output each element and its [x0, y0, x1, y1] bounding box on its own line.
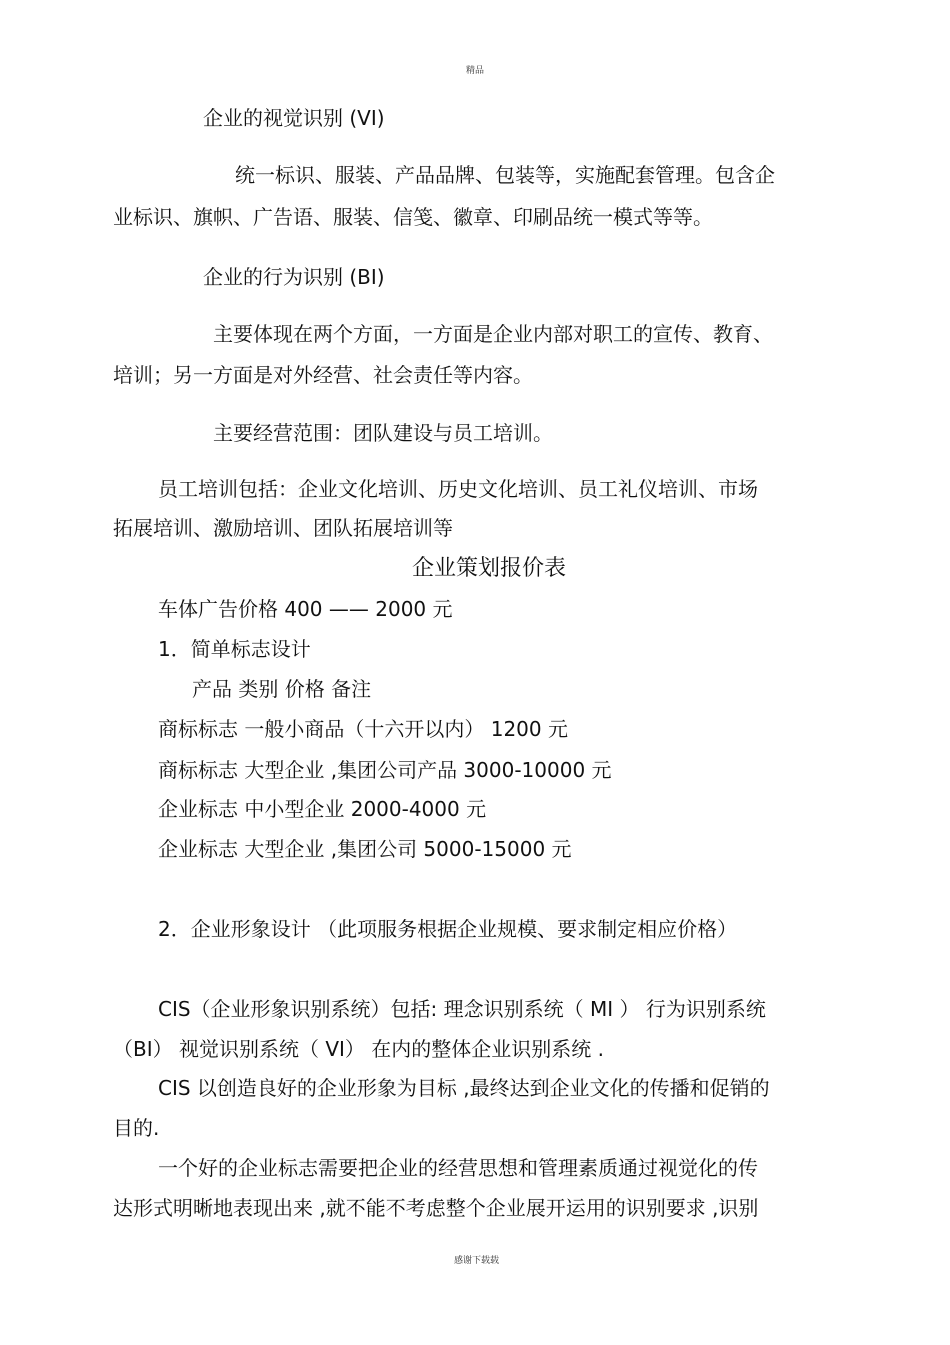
section-1-heading: 1．简单标志设计: [158, 637, 311, 661]
cis-goal-line-2: 目的.: [113, 1116, 160, 1140]
price-row-4: 企业标志 大型企业 ,集团公司 5000-15000 元: [158, 837, 572, 861]
car-ad-price: 车体广告价格 400 —— 2000 元: [158, 597, 453, 621]
vi-body-line-2: 业标识、旗帜、广告语、服装、信笺、徽章、印刷品统一模式等等。: [113, 205, 713, 229]
header-mark: 精品: [466, 66, 485, 76]
price-row-1: 商标标志 一般小商品（十六开以内） 1200 元: [158, 717, 568, 741]
business-scope: 主要经营范围：团队建设与员工培训。: [213, 421, 553, 445]
price-table-header: 产品 类别 价格 备注: [192, 677, 372, 701]
section-2-heading: 2．企业形象设计 （此项服务根据企业规模、要求制定相应价格）: [158, 917, 738, 941]
footer-mark: 感谢下载载: [454, 1256, 500, 1266]
logo-line-1: 一个好的企业标志需要把企业的经营思想和管理素质通过视觉化的传: [158, 1156, 758, 1180]
quote-table-title: 企业策划报价表: [412, 556, 567, 581]
logo-line-2: 达形式明晰地表现出来 ,就不能不考虑整个企业展开运用的识别要求 ,识别: [113, 1196, 759, 1220]
price-row-3: 企业标志 中小型企业 2000-4000 元: [158, 797, 487, 821]
cis-line-2: （BI） 视觉识别系统（ VI） 在内的整体企业识别系统 .: [113, 1037, 604, 1061]
cis-goal-line-1: CIS 以创造良好的企业形象为目标 ,最终达到企业文化的传播和促销的: [158, 1076, 770, 1100]
training-line-1: 员工培训包括：企业文化培训、历史文化培训、员工礼仪培训、市场: [158, 477, 758, 501]
bi-heading: 企业的行为识别 (BI): [203, 265, 385, 289]
vi-heading: 企业的视觉识别 (VI): [203, 106, 385, 130]
price-row-2: 商标标志 大型企业 ,集团公司产品 3000-10000 元: [158, 758, 612, 782]
bi-body-line-2: 培训；另一方面是对外经营、社会责任等内容。: [113, 363, 533, 387]
vi-body-line-1: 统一标识、服装、产品品牌、包装等，实施配套管理。包含企: [235, 163, 775, 187]
training-line-2: 拓展培训、激励培训、团队拓展培训等: [113, 516, 453, 540]
bi-body-line-1: 主要体现在两个方面，一方面是企业内部对职工的宣传、教育、: [213, 322, 773, 346]
cis-line-1: CIS（企业形象识别系统）包括: 理念识别系统（ MI ） 行为识别系统: [158, 997, 766, 1021]
